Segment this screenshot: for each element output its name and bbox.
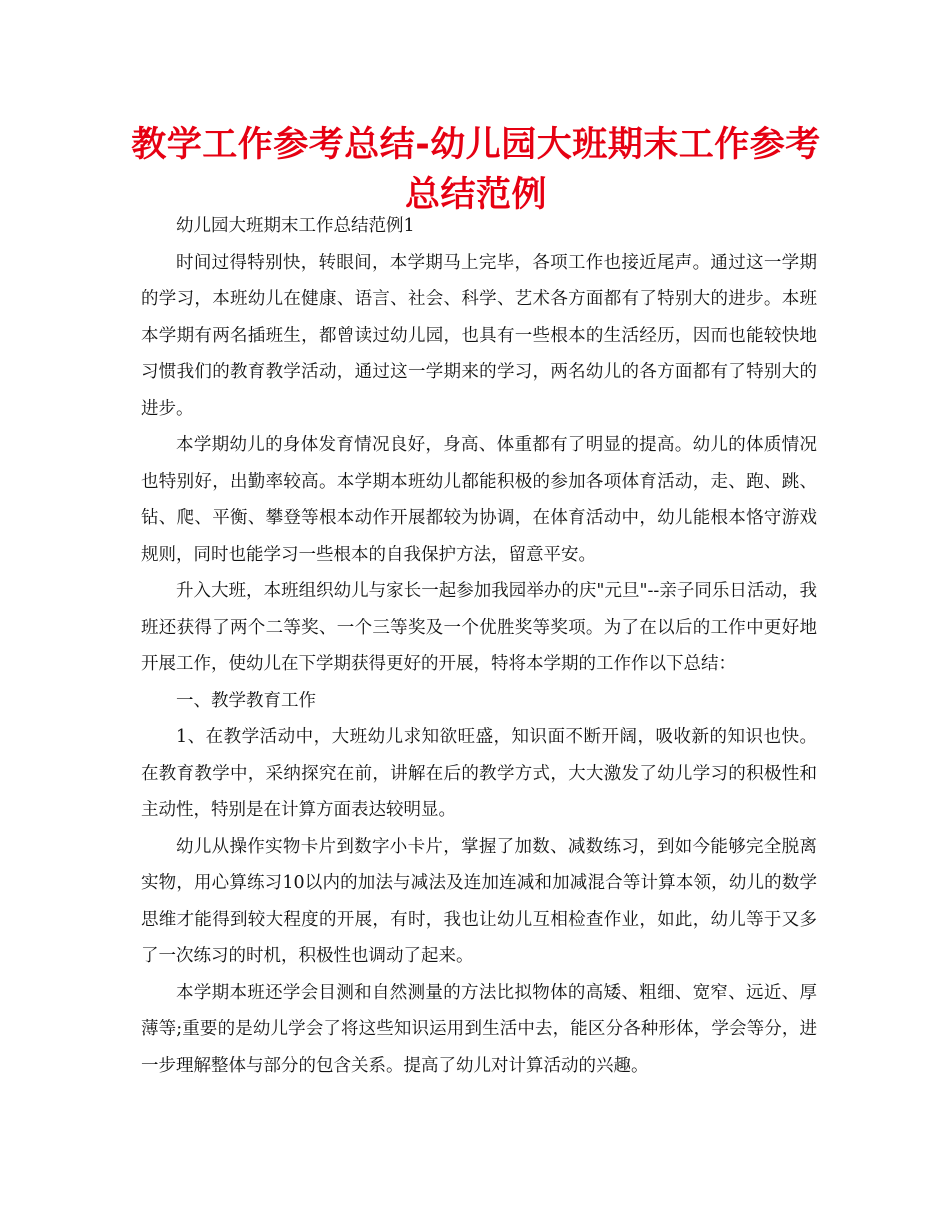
paragraph-teaching-1: 1、在教学活动中，大班幼儿求知欲旺盛，知识面不断开阔，吸收新的知识也快。在教育教学中，采纳探究在前，讲解在后的教学方式，大大激发了幼儿学习的积极性和主动性，特别是在计算方面表达较明显。 bbox=[141, 727, 817, 820]
paragraph-measurement: 本学期本班还学会目测和自然测量的方法比拟物体的高矮、粗细、宽窄、远近、厚薄等;重要的是幼儿学会了将这些知识运用到生活中去，能区分各种形体，学会等分，进一步理解整体与部分的包含关系。提高了幼儿对计算活动的兴趣。 bbox=[141, 982, 817, 1076]
paragraph-intro: 时间过得特别快，转眼间，本学期马上完毕，各项工作也接近尾声。通过这一学期的学习，本班幼儿在健康、语言、社会、科学、艺术各方面都有了特别大的进步。本班本学期有两名插班生，都曾读过幼儿园，也具有一些根本的生活经历，因而也能较快地习惯我们的教育教学活动，通过这一学期来的学习，两名幼儿的各方面都有了特别大的进步。 bbox=[141, 252, 817, 419]
paragraph-activities: 升入大班，本班组织幼儿与家长一起参加我园举办的庆"元旦"--亲子同乐日活动，我班还获得了两个二等奖、一个三等奖及一个优胜奖等奖项。为了在以后的工作中更好地开展工作，使幼儿在下学期获得更好的开展，特将本学期的工作作以下总结： bbox=[141, 581, 817, 674]
section-heading-teaching: 一、教学教育工作 bbox=[176, 690, 316, 711]
paragraph-health: 本学期幼儿的身体发育情况良好，身高、体重都有了明显的提高。幼儿的体质情况也特别好，出勤率较高。本学期本班幼儿都能积极的参加各项体育活动，走、跑、跳、钻、爬、平衡、攀登等根本动作开展都较为协调，在体育活动中，幼儿能根本恪守游戏规则，同时也能学习一些根本的自我保护方法，留意平安。 bbox=[141, 435, 817, 565]
paragraph-subtitle: 幼儿园大班期末工作总结范例1 bbox=[176, 216, 415, 236]
paragraph-math: 幼儿从操作实物卡片到数字小卡片，掌握了加数、减数练习，到如今能够完全脱离实物，用心算练习10以内的加法与减法及连加连减和加减混合等计算本领，幼儿的数学思维才能得到较大程度的开展，有时，我也让幼儿互相检查作业，如此，幼儿等于又多了一次练习的时机，积极性也调动了起来。 bbox=[141, 836, 817, 966]
document-body bbox=[141, 208, 817, 1084]
document-title: 教学工作参考总结-幼儿园大班期末工作参考总结范例 bbox=[131, 125, 821, 215]
